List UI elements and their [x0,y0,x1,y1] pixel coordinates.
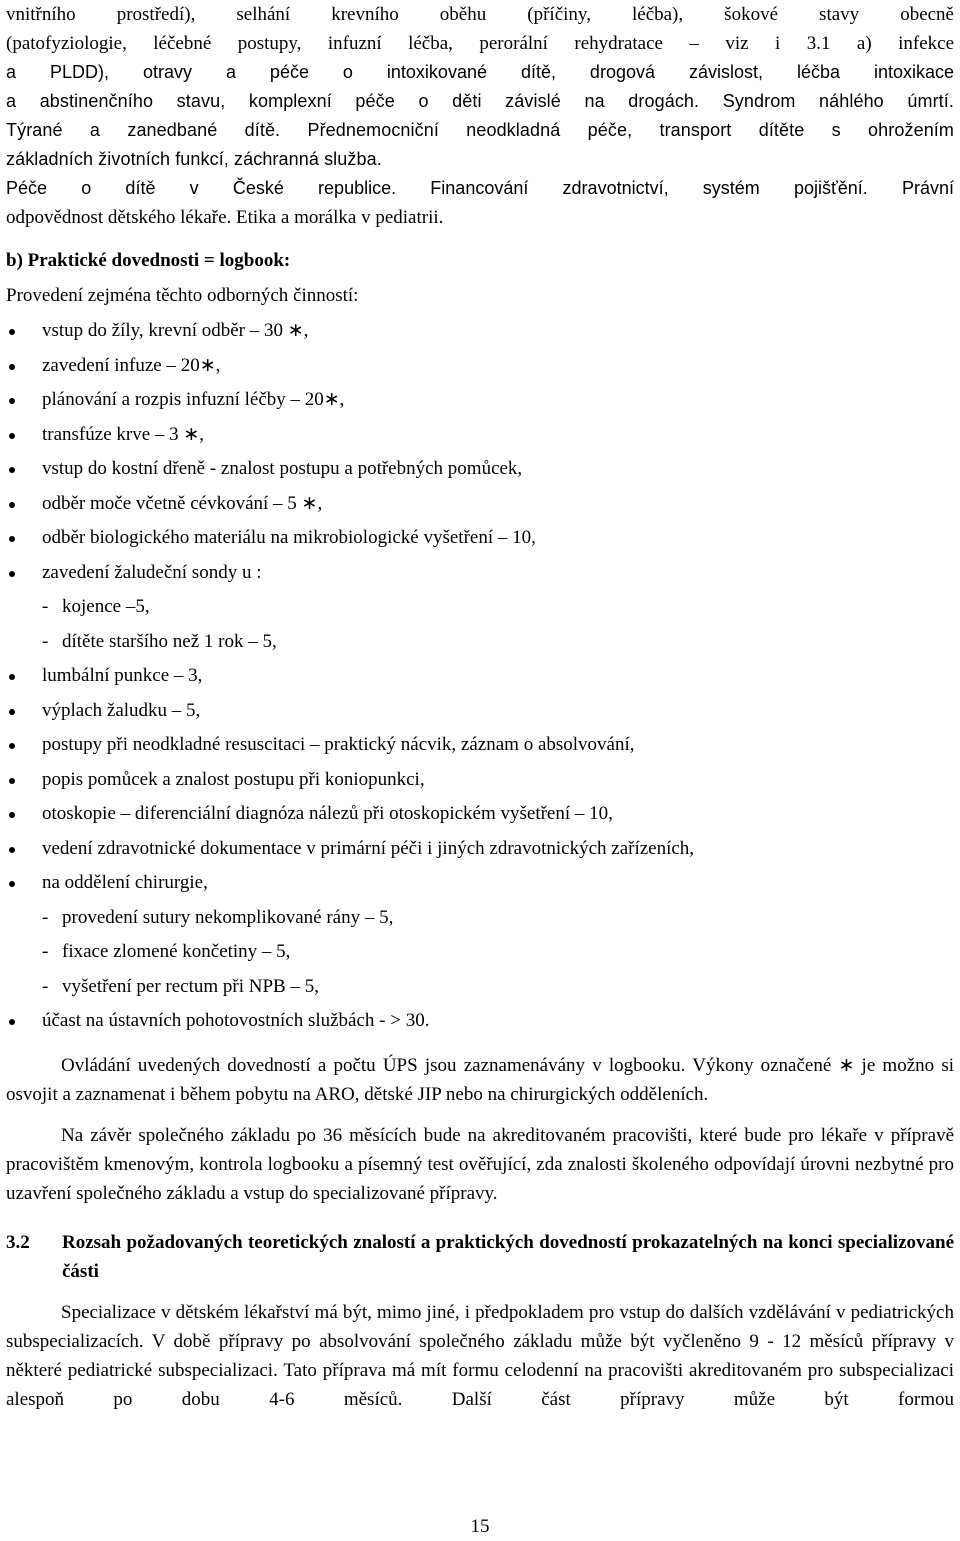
list-subitem: - provedení sutury nekomplikované rány – 5, [6,901,954,936]
list-item: lumbální punkce – 3, [6,659,954,694]
section-number: 3.2 [6,1231,30,1253]
list-subitem: - vyšetření per rectum při NPB – 5, [6,970,954,1005]
list-item: odběr biologického materiálu na mikrobiologické vyšetření – 10, [6,521,954,556]
list-item: postupy při neodkladné resuscitaci – praktický nácvik, záznam o absolvování, [6,728,954,763]
list-item: vstup do kostní dřeně - znalost postupu a potřebných pomůcek, [6,452,954,487]
skills-list [6,314,954,1039]
section-b-heading: b) Praktické dovednosti = logbook: [6,250,291,271]
document-page [6,0,954,1414]
intro-line-1: vnitřního prostředí), selhání krevního oběhu (příčiny, léčba), šokové stavy obecně [6,4,954,25]
intro-line-8: odpovědnost dětského lékaře. Etika a morálka v pediatrii. [6,207,444,228]
dash-marker: - [42,975,49,997]
list-item: na oddělení chirurgie, [6,866,954,901]
list-subitem: - kojence –5, [6,590,954,625]
list-item: transfúze krve – 3 ∗, [6,418,954,453]
list-item: zavedení žaludeční sondy u : [6,556,954,591]
list-item: výplach žaludku – 5, [6,694,954,729]
intro-line-4: a abstinenčního stavu, komplexní péče o děti závislé na drogách. Syndrom náhlého úmrtí. [6,91,954,111]
section-title: Rozsah požadovaných teoretických znalostí a praktických dovedností prokazatelných na konci specializované části [62,1231,954,1282]
intro-text [6,0,954,232]
list-item: plánování a rozpis infuzní léčby – 20∗, [6,383,954,418]
page-number: 15 [470,1516,490,1537]
final-exam-paragraph: Na závěr společného základu po 36 měsících bude na akreditovaném pracovišti, které bude pro lékaře v přípravě pracovištěm kmenovým, kontrola logbooku a písemný test ověřující, zda znalosti školeného odpovídají úrovni nezbytné pro uzavření společného základu a vstup do specializované přípravy. [6,1124,954,1204]
intro-line-3: a PLDD), otravy a péče o intoxikované dítě, drogová závislost, léčba intoxikace [6,62,954,82]
intro-line-5: Týrané a zanedbané dítě. Přednemocniční neodkladná péče, transport dítěte s ohrožením [6,120,954,140]
dash-marker: - [42,630,49,652]
list-item: vstup do žíly, krevní odběr – 30 ∗, [6,314,954,349]
list-subitem: - dítěte staršího než 1 rok – 5, [6,625,954,660]
list-item: odběr moče včetně cévkování – 5 ∗, [6,487,954,522]
section-b-lead: Provedení zejména těchto odborných činností: [6,285,359,306]
logbook-paragraph: Ovládání uvedených dovedností a počtu ÚPS jsou zaznamenávány v logbooku. Výkony označené ∗ je možno si osvojit a zaznamenat i během pobytu na ARO, dětské JIP nebo na chirurgických odděleních. [6,1054,954,1105]
list-item: popis pomůcek a znalost postupu při koniopunkci, [6,763,954,798]
dash-marker: - [42,906,49,928]
list-item: zavedení infuze – 20∗, [6,349,954,384]
list-item: účast na ústavních pohotovostních službách - > 30. [6,1004,954,1039]
intro-line-7: Péče o dítě v České republice. Financování zdravotnictví, systém pojišťění. Právní [6,178,954,198]
list-subitem: - fixace zlomené končetiny – 5, [6,935,954,970]
dash-marker: - [42,596,49,617]
intro-line-2: (patofyziologie, léčebné postupy, infuzní léčba, perorální rehydratace – viz i 3.1 a) infekce [6,33,954,54]
list-item: vedení zdravotnické dokumentace v primární péči i jiných zdravotnických zařízeních, [6,832,954,867]
dash-marker: - [42,941,49,962]
intro-line-6: základních životních funkcí, záchranná služba. [6,149,382,169]
list-item: otoskopie – diferenciální diagnóza nálezů při otoskopickém vyšetření – 10, [6,797,954,832]
specialization-paragraph: Specializace v dětském lékařství má být, mimo jiné, i předpokladem pro vstup do dalších vzdělávání v pediatrických subspecializacích. V době přípravy po absolvování společného základu může být vyčleněno 9 - 12 měsíců přípravy v některé pediatrické subspecializaci. Tato příprava má mít formu celodenní na pracovišti akreditovaném pro subspecializaci alespoň po dobu 4-6 měsíců. Další část přípravy může být formou [6,1301,954,1410]
section-3-2-heading [6,1228,954,1286]
